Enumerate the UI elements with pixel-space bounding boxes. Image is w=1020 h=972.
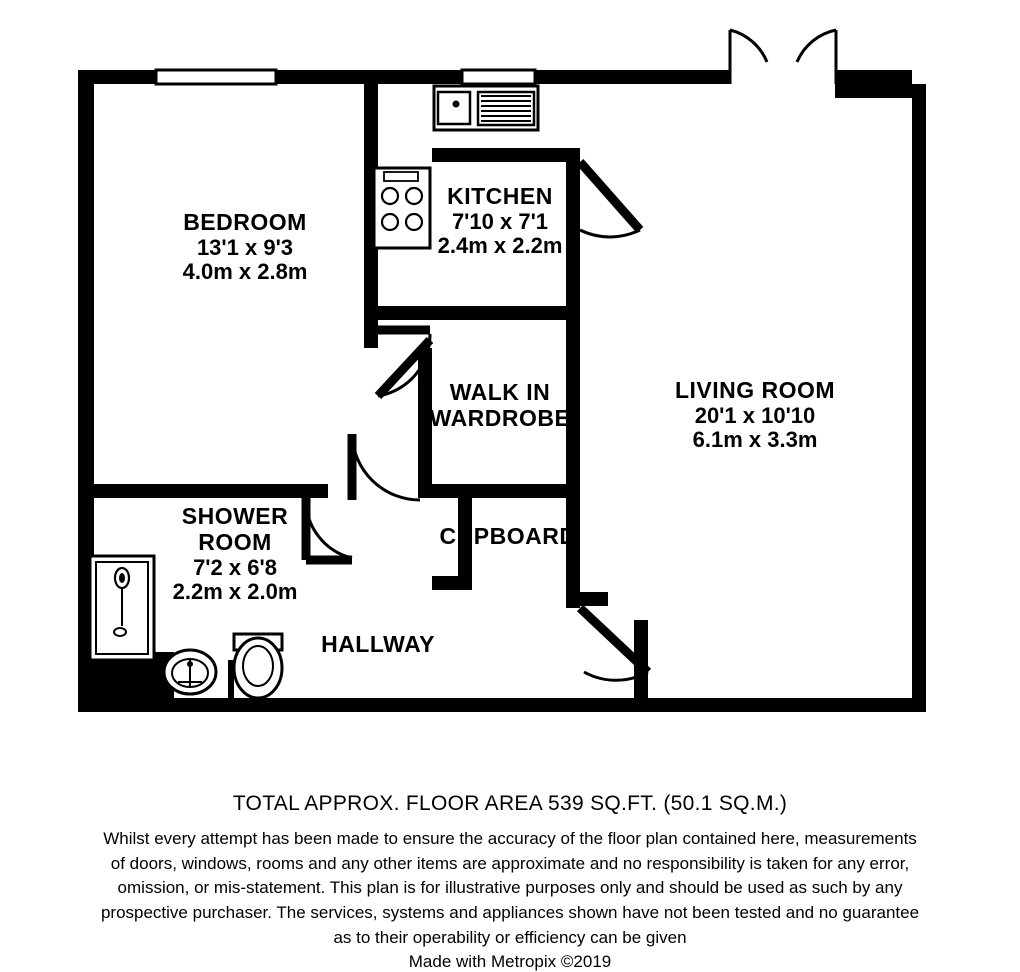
disclaimer-text	[40, 827, 980, 950]
disclaimer-line: omission, or mis-statement. This plan is for illustrative purposes only and should be used as such by any	[117, 878, 903, 898]
credit-line: Made with Metropix ©2019	[408, 952, 612, 972]
disclaimer-line: prospective purchaser. The services, systems and appliances shown have not been tested and no guarantee	[100, 902, 920, 922]
disclaimer-line: of doors, windows, rooms and any other items are approximate and no responsibility is taken for any error,	[110, 853, 910, 873]
footer-text-block	[0, 792, 1020, 972]
basin-icon	[164, 650, 216, 694]
room-label-bedroom: BEDROOM 13'1 x 9'3 4.0m x 2.8m	[182, 209, 308, 285]
room-label-shower-room: SHOWER ROOM 7'2 x 6'8 2.2m x 2.0m	[172, 503, 298, 605]
room-label-living-room: LIVING ROOM 20'1 x 10'10 6.1m x 3.3m	[674, 377, 836, 453]
disclaimer-line: as to their operability or efficiency can be given	[333, 927, 687, 947]
room-label-walk-in-wardrobe: WALK IN WARDROBE	[429, 379, 571, 431]
room-label-hallway: HALLWAY	[321, 631, 435, 657]
total-floor-area: TOTAL APPROX. FLOOR AREA 539 SQ.FT. (50.1 SQ.M.)	[232, 792, 788, 815]
room-label-cupboard: CUPBOARD	[439, 523, 577, 549]
disclaimer-line: Whilst every attempt has been made to ensure the accuracy of the floor plan contained here, measurements	[103, 829, 917, 848]
sink-icon	[434, 86, 538, 130]
room-label-kitchen: KITCHEN 7'10 x 7'1 2.4m x 2.2m	[437, 183, 563, 259]
